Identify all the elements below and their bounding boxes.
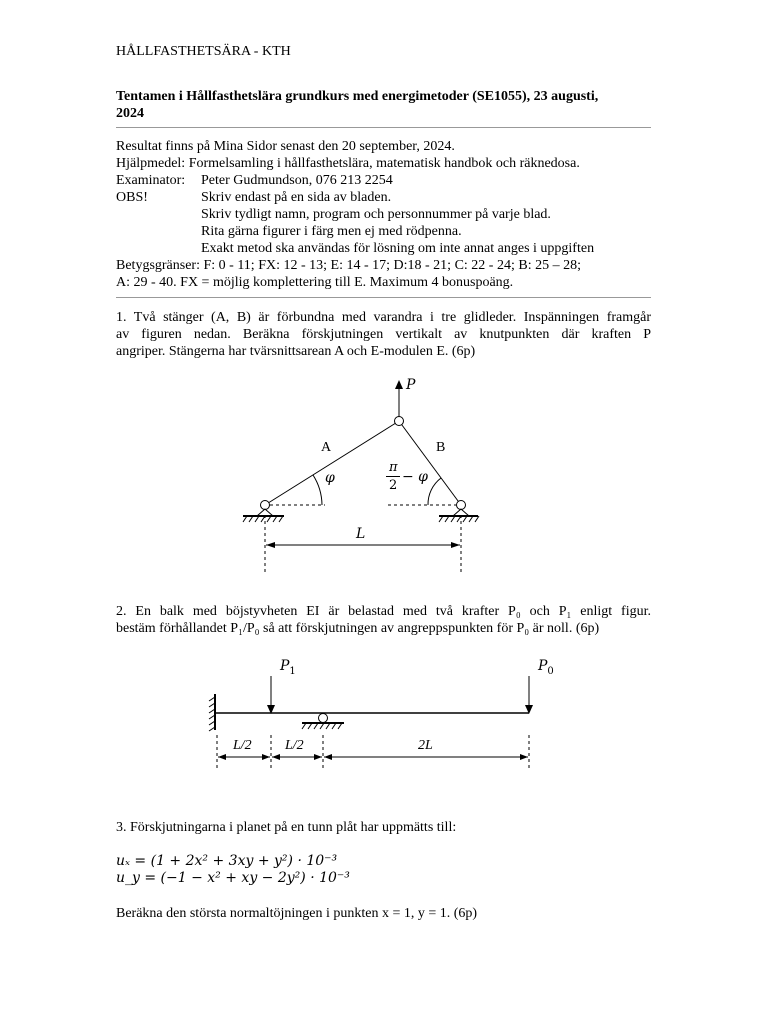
label-angle-b-numerator: π	[389, 460, 398, 475]
fixed-wall-icon	[209, 694, 215, 731]
label-angle-b-rest: − φ	[402, 469, 428, 485]
page-header: HÅLLFASTHETSÄRA - KTH	[116, 44, 291, 59]
obs-item: Skriv tydligt namn, program och personnummer på varje blad.	[201, 207, 551, 222]
problem3-question: Beräkna den största normaltöjningen i punkten x = 1, y = 1. (6p)	[116, 906, 478, 921]
problem1-text-line3: angriper. Stängerna har tvärsnittsarean A och E-modulen E. (6p)	[116, 344, 476, 359]
label-dim-1: L/2	[233, 738, 252, 753]
aids-info: Hjälpmedel: Formelsamling i hållfasthetslära, matematisk handbok och räknedosa.	[116, 156, 580, 171]
label-dim-3: 2L	[418, 738, 433, 753]
label-angle-b-denominator: 2	[389, 478, 398, 493]
formula-uy: u_y = (−1 − x² + xy − 2y²) · 10⁻³	[116, 870, 350, 886]
label-bar-a: A	[321, 440, 332, 455]
problem2-text-line2: bestäm förhållandet P₁/P₀ så att förskjutningen av angreppspunkten för P₀ är noll. (6p)	[116, 621, 600, 636]
exam-title-line2: 2024	[116, 106, 144, 121]
roller-support-icon	[302, 714, 344, 730]
problem1-text-line1: 1. Två stänger (A, B) är förbundna med varandra i tre glidleder. Inspänningen framgår	[116, 310, 651, 325]
obs-item: Exakt metod ska användas för lösning om inte annat anges i uppgiften	[201, 241, 595, 256]
label-force-p: P	[406, 377, 416, 393]
grade-limits-line2: A: 29 - 40. FX = möjlig komplettering till E. Maximum 4 bonuspoäng.	[116, 275, 514, 290]
grade-limits-line1: Betygsgränser: F: 0 - 11; FX: 12 - 13; E: 14 - 17; D:18 - 21; C: 22 - 24; B: 25 – 28;	[116, 258, 581, 273]
label-dim-2: L/2	[285, 738, 304, 753]
label-bar-b: B	[436, 440, 446, 455]
exam-title-line1: Tentamen i Hållfasthetslära grundkurs med energimetoder (SE1055), 23 augusti,	[116, 89, 599, 104]
label-p1: $P_1$	[280, 658, 296, 677]
dimension-line	[218, 754, 270, 760]
examiner-info: Peter Gudmundson, 076 213 2254	[201, 173, 393, 188]
label-length-l: L	[356, 526, 366, 542]
obs-item: Rita gärna figurer i färg men ej med rödpenna.	[201, 224, 462, 239]
obs-label: OBS!	[116, 190, 148, 205]
label-p0: $P_0$	[538, 658, 554, 677]
examiner-label: Examinator:	[116, 173, 186, 188]
results-info: Resultat finns på Mina Sidor senast den 20 september, 2024.	[116, 139, 455, 154]
problem2-text-line1: 2. En balk med böjstyvheten EI är belastad med två krafter P₀ och P₁ enligt figur.	[116, 604, 651, 619]
problem3-intro: 3. Förskjutningarna i planet på en tunn plåt har uppmätts till:	[116, 820, 457, 835]
problem1-text-line2: av figuren nedan. Beräkna förskjutningen vertikalt av knutpunkten där kraften P	[116, 327, 651, 342]
dimension-line	[324, 754, 528, 760]
formula-ux: uₓ = (1 + 2x² + 3xy + y²) · 10⁻³	[116, 853, 338, 869]
dimension-line	[272, 754, 322, 760]
obs-item: Skriv endast på en sida av bladen.	[201, 190, 392, 205]
label-angle-phi: φ	[325, 470, 335, 486]
